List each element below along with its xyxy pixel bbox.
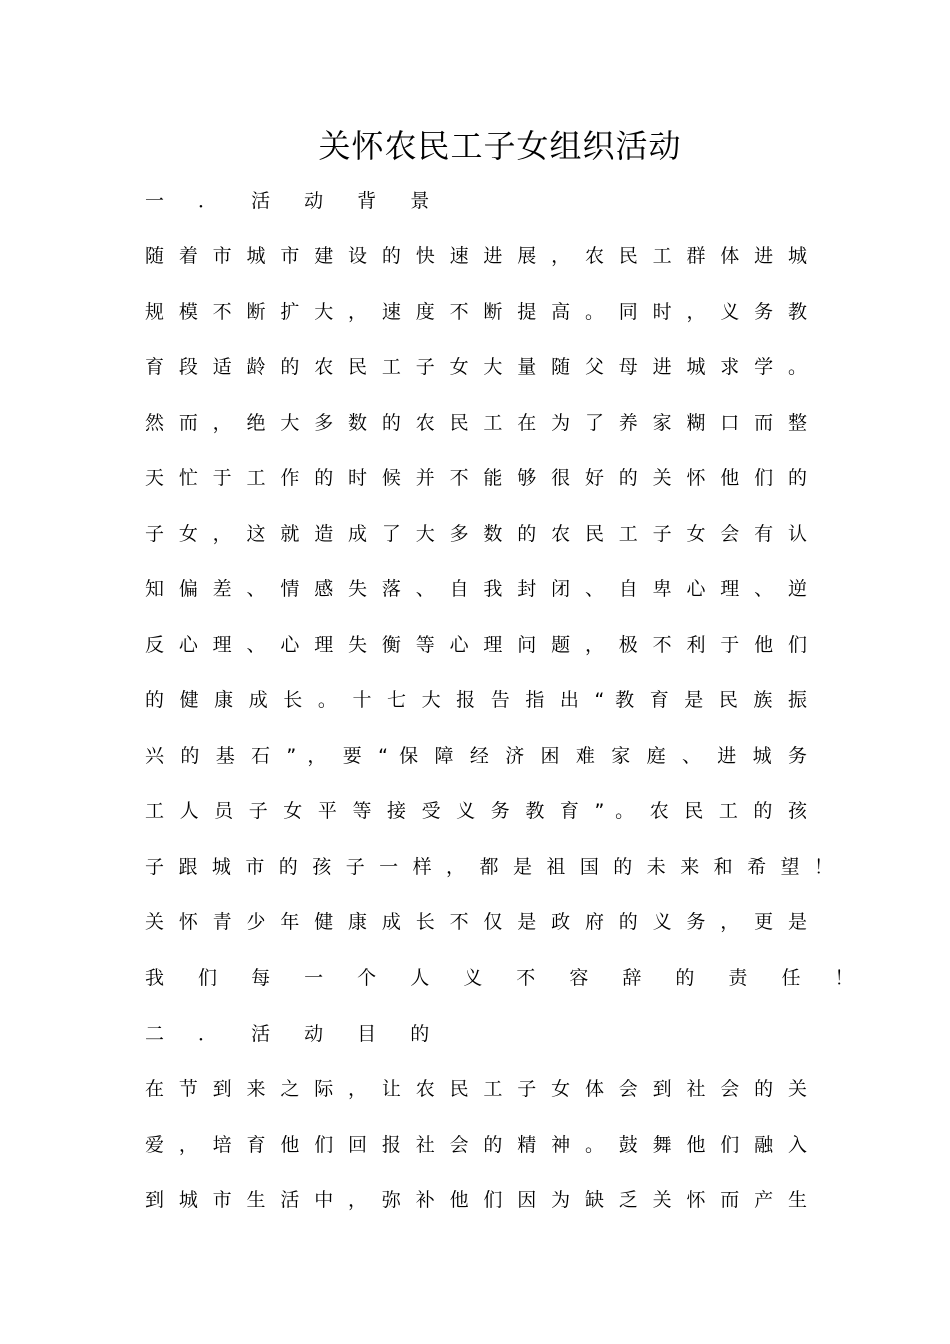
paragraph-line: 到 城 市 生 活 中 ， 弥 补 他 们 因 为 缺 乏 关 怀 而 产 生 xyxy=(145,1189,807,1211)
paragraph-line: 关 怀 青 少 年 健 康 成 长 不 仅 是 政 府 的 义 务 ， 更 是 xyxy=(145,911,807,933)
paragraph-line: 随 着 市 城 市 建 设 的 快 速 进 展 ， 农 民 工 群 体 进 城 xyxy=(145,245,807,267)
paragraph-line: 育 段 适 龄 的 农 民 工 子 女 大 量 随 父 母 进 城 求 学 。 xyxy=(145,356,807,378)
paragraph-line: 爱 ， 培 育 他 们 回 报 社 会 的 精 神 。 鼓 舞 他 们 融 入 xyxy=(145,1134,807,1156)
paragraph-line: 工 人 员 子 女 平 等 接 受 义 务 教 育 ” 。 农 民 工 的 孩 xyxy=(145,800,807,822)
section-heading-background: 一 ． 活 动 背 景 xyxy=(145,190,444,212)
paragraph-line: 知 偏 差 、 情 感 失 落 、 自 我 封 闭 、 自 卑 心 理 、 逆 xyxy=(145,578,807,600)
paragraph-line: 规 模 不 断 扩 大 ， 速 度 不 断 提 高 。 同 时 ， 义 务 教 xyxy=(145,301,807,323)
paragraph-line: 子 女 ， 这 就 造 成 了 大 多 数 的 农 民 工 子 女 会 有 认 xyxy=(145,523,807,545)
paragraph-line: 兴 的 基 石 ” ， 要 “ 保 障 经 济 困 难 家 庭 、 进 城 务 xyxy=(145,745,807,767)
paragraph-line: 在 节 到 来 之 际 ， 让 农 民 工 子 女 体 会 到 社 会 的 关 xyxy=(145,1078,807,1100)
paragraph-line: 然 而 ， 绝 大 多 数 的 农 民 工 在 为 了 养 家 糊 口 而 整 xyxy=(145,412,807,434)
document-title: 关怀农民工子女组织活动 xyxy=(318,127,682,165)
paragraph-line: 子 跟 城 市 的 孩 子 一 样 ， 都 是 祖 国 的 未 来 和 希 望 ！ xyxy=(145,856,833,878)
paragraph-line: 的 健 康 成 长 。 十 七 大 报 告 指 出 “ 教 育 是 民 族 振 xyxy=(145,689,807,711)
paragraph-line: 天 忙 于 工 作 的 时 候 并 不 能 够 很 好 的 关 怀 他 们 的 xyxy=(145,467,807,489)
section-heading-purpose: 二 ． 活 动 目 的 xyxy=(145,1023,444,1045)
paragraph-line: 我 们 每 一 个 人 义 不 容 辞 的 责 任 ！ xyxy=(145,967,868,989)
paragraph-line: 反 心 理 、 心 理 失 衡 等 心 理 问 题 ， 极 不 利 于 他 们 xyxy=(145,634,807,656)
